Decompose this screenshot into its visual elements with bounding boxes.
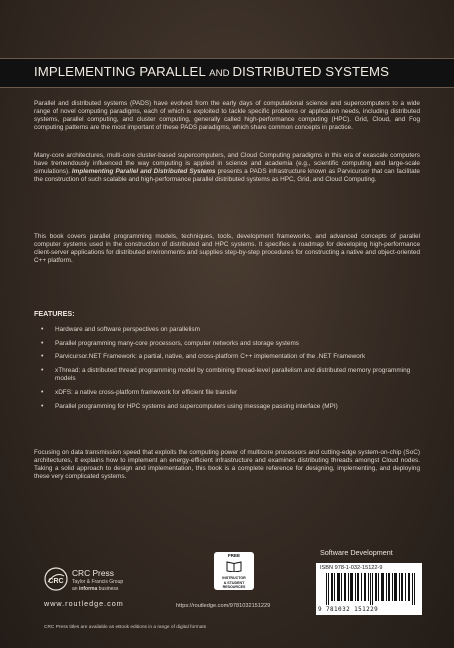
book-url[interactable]: https://routledge.com/9781032151229 [176, 603, 271, 609]
bullet-icon: • [41, 367, 44, 375]
book-title [34, 64, 389, 79]
bullet-icon: • [41, 388, 44, 396]
badge-line-1: INSTRUCTOR [222, 576, 246, 580]
feature-text: xThread: a distributed thread programming model by combining thread-level parallelism and distributed memory programming models [55, 367, 411, 383]
subject-category: Software Development [320, 548, 393, 557]
informa-suffix: business [97, 586, 119, 592]
barcode-icon [326, 573, 416, 605]
publisher-name: CRC Press [72, 568, 114, 578]
description-paragraph-2 [34, 152, 420, 184]
publisher-website[interactable]: www.routledge.com [44, 599, 124, 608]
paragraph-2-text-a: Many-core architectures, multi-core cluster-based supercomputers, and Cloud Computing paradigms in this era of exascale computers have tremendously influenced the way computing is applied in science and academia (e.g., scientific computing and large-scale simulations). [34, 152, 420, 176]
bullet-icon: • [41, 353, 44, 361]
publisher-group: Taylor & Francis Group [72, 579, 124, 585]
title-part-and: AND [209, 68, 233, 79]
feature-text: xDFS: a native cross-platform framework for efficient file transfer [55, 388, 238, 396]
feature-text: Parvicursor.NET Framework: a partial, native, and cross-platform C++ implementation of the .NET Framework [55, 353, 366, 361]
feature-text: Hardware and software perspectives on parallelism [55, 326, 200, 333]
title-part-distributed: DISTRIBUTED SYSTEMS [232, 64, 389, 79]
informa-prefix: an [72, 586, 79, 592]
feature-item [41, 388, 415, 397]
paragraph-2-text-b: presents a PADS infrastructure known as Parvicursor that can facilitate the construction of such scalable and high-performance parallel distributed systems as HPC, Grid, and Cloud Computing. [34, 168, 420, 184]
open-book-icon [226, 560, 242, 572]
feature-item [41, 326, 415, 334]
title-bar [0, 58, 454, 88]
crc-logo-text: CRC [48, 578, 64, 585]
description-paragraph-1: Parallel and distributed systems (PADS) have evolved from the early days of computational science and supercomputers to a wide range of novel computing paradigms, each of which is exploited to tackle specific problems or application needs, including distributed systems, parallel computing, and cluster computing, generally called high-performance computing (HPC). Grid, Cloud, and Fog computing patterns are the most important of these PADS paradigms, which share common concepts in practice. [34, 100, 420, 132]
crc-press-logo-icon [44, 567, 68, 591]
paragraph-2-book-title: Implementing Parallel and Distributed Systems [71, 168, 216, 176]
title-part-implementing: IMPLEMENTING PARALLEL [34, 64, 210, 79]
isbn-barcode [316, 563, 422, 615]
feature-item [41, 402, 415, 411]
ebook-footer-note: CRC Press titles are available as eBook editions in a range of digital formats [44, 625, 207, 630]
isbn-label: ISBN 978-1-032-15122-9 [320, 565, 383, 571]
features-heading: FEATURES: [34, 309, 75, 318]
publisher-informa [72, 586, 118, 592]
feature-text: Parallel programming many-core processors, computer networks and storage systems [55, 339, 300, 347]
informa-brand: informa [78, 586, 98, 592]
feature-item [41, 339, 415, 348]
feature-item [41, 353, 415, 361]
instructor-resources-badge [214, 552, 254, 590]
bullet-icon: • [41, 339, 44, 347]
feature-text: Parallel programming for HPC systems and supercomputers using message passing interface (MPI) [55, 402, 338, 410]
barcode-digits: 9 781032 151229 [318, 606, 379, 613]
features-list [41, 326, 415, 416]
badge-free-label: FREE [227, 553, 241, 558]
description-paragraph-4: Focusing on data transmission speed that exploits the computing power of multicore processors and cutting-edge system-on-chip (SoC) architectures, it explains how to implement an energy-efficient infrastructure and examines distributing threads amongst Cloud nodes. Taking a solid approach to design and implementation, this book is a complete reference for designing, implementing, and deploying these very complicated systems. [34, 449, 420, 481]
bullet-icon: • [41, 402, 44, 410]
badge-line-2: & STUDENT RESOURCES [222, 581, 246, 589]
description-paragraph-3: This book covers parallel programming models, techniques, tools, development frameworks, and advanced concepts of parallel computer systems used in the construction of distributed and HPC systems. It specifies a roadmap for developing high-performance client-server applications for distributed environments and supplies step-by-step procedures for constructing a native and object-oriented C++ platform. [34, 233, 420, 265]
feature-item [41, 367, 415, 383]
bullet-icon: • [41, 326, 44, 333]
